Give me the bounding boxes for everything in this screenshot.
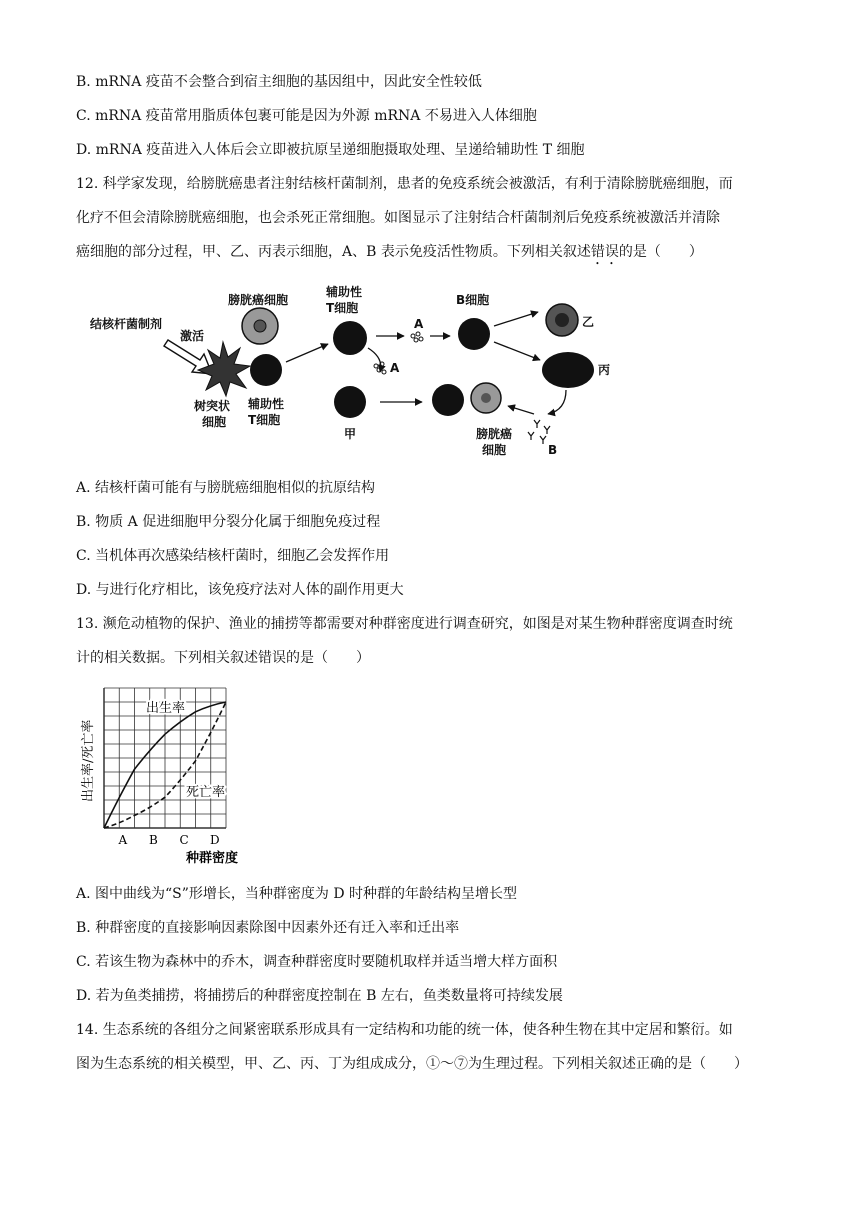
- x-tick-label: C: [179, 833, 189, 847]
- x-ticks: [118, 833, 220, 847]
- yi-label: 乙: [582, 315, 595, 329]
- arrow-6: [494, 342, 540, 360]
- arrow-8: [508, 406, 534, 414]
- helper-t2-label-2: T细胞: [326, 301, 359, 315]
- x-tick-label: D: [210, 833, 220, 847]
- cancer-cell-2-label-1: 膀胱癌: [476, 427, 513, 441]
- x-tick-label: B: [149, 833, 158, 847]
- cancer-cell-2-label-2: 细胞: [482, 443, 507, 457]
- q13-stem-line-1: 13. 濒危动植物的保护、渔业的捕捞等都需要对种群密度进行调查研究，如图是对某生物种群密度调查时统: [76, 616, 733, 632]
- arrow-5: [494, 312, 538, 326]
- substance-a-label-1: A: [414, 317, 424, 331]
- emphasis-word: 错误: [590, 244, 619, 260]
- death-rate-label: 死亡率: [186, 785, 226, 800]
- q14-stem-line-2: 图为生态系统的相关模型，甲、乙、丙、丁为组成成分，①～⑦为生理过程。下列相关叙述正确的是（ ）: [76, 1056, 748, 1072]
- dendritic-label-2: 细胞: [202, 415, 227, 429]
- antibodies-b: [528, 420, 550, 444]
- substance-a-dots-2: [374, 362, 386, 374]
- cell-bing: [542, 352, 594, 388]
- cytotoxic-t-cell: [432, 384, 464, 416]
- arrow-1: [286, 344, 328, 362]
- q13-option-a: A. 图中曲线为“S”形增长，当种群密度为 D 时种群的年龄结构呈增长型: [76, 886, 518, 902]
- q12-option-d: D. 与进行化疗相比，该免疫疗法对人体的副作用更大: [76, 582, 404, 598]
- activated-helper-t-cell: [333, 321, 367, 355]
- helper-t-cell: [250, 354, 282, 386]
- substance-a-dots-1: [411, 332, 423, 342]
- agent-label: 结核杆菌制剂: [90, 317, 163, 331]
- x-tick-label: A: [118, 833, 128, 847]
- q14-stem-line-1: 14. 生态系统的各组分之间紧密联系形成具有一定结构和功能的统一体，使各种生物在其中定居和繁衍。如: [76, 1022, 733, 1038]
- bing-label: 丙: [598, 363, 611, 377]
- helper-t-label-2: T细胞: [248, 413, 281, 427]
- q12-option-b: B. 物质 A 促进细胞甲分裂分化属于细胞免疫过程: [76, 514, 381, 530]
- substance-a-label-2: A: [390, 361, 400, 375]
- q12-stem-line-3: 癌细胞的部分过程，甲、乙、丙表示细胞，A、B 表示免疫活性物质。下列相关叙述错误的是（ ）: [76, 244, 703, 260]
- x-axis-label: 种群密度: [186, 851, 239, 866]
- b-cell-label: B细胞: [456, 293, 490, 307]
- dendritic-label-1: 树突状: [194, 399, 231, 413]
- birth-rate-label: 出生率: [146, 701, 186, 716]
- arrow-7: [548, 390, 566, 414]
- q11-option-c: C. mRNA 疫苗常用脂质体包裹可能是因为外源 mRNA 不易进入人体细胞: [76, 108, 537, 124]
- q13-stem-line-2: 计的相关数据。下列相关叙述错误的是（ ）: [76, 650, 370, 666]
- activate-label: 激活: [180, 329, 205, 343]
- helper-t-label-1: 辅助性: [248, 397, 285, 411]
- q12-stem-line-2: 化疗不但会清除膀胱癌细胞，也会杀死正常细胞。如图显示了注射结合杆菌制剂后免疫系统被激活并清除: [76, 210, 720, 226]
- q13-option-b: B. 种群密度的直接影响因素除图中因素外还有迁入率和迁出率: [76, 920, 460, 936]
- jia-label: 甲: [344, 427, 357, 441]
- q11-option-d: D. mRNA 疫苗进入人体后会立即被抗原呈递细胞摄取处理、呈递给辅助性 T 细胞: [76, 142, 585, 158]
- cancer-cell-label: 膀胱癌细胞: [228, 293, 289, 307]
- q12-option-c: C. 当机体再次感染结核杆菌时，细胞乙会发挥作用: [76, 548, 390, 564]
- helper-t2-label-1: 辅助性: [326, 285, 363, 299]
- cancer-cell: [242, 308, 278, 344]
- q13-option-d: D. 若为鱼类捕捞，将捕捞后的种群密度控制在 B 左右，鱼类数量将可持续发展: [76, 988, 563, 1004]
- cancer-cell-target: [471, 383, 501, 413]
- q12-stem-line-1: 12. 科学家发现，给膀胱癌患者注射结核杆菌制剂，患者的免疫系统会被激活，有利于清除膀胱癌细胞，而: [76, 176, 733, 192]
- substance-b-label: B: [548, 443, 558, 457]
- dendritic-cell: [198, 342, 250, 396]
- cell-jia: [334, 386, 366, 418]
- cell-yi: [546, 304, 578, 336]
- birth-death-rate-chart: [76, 682, 276, 870]
- q12-option-a: A. 结核杆菌可能有与膀胱癌细胞相似的抗原结构: [76, 480, 376, 496]
- immune-process-diagram: [88, 282, 628, 462]
- y-axis-label: 出生率/死亡率: [81, 719, 96, 802]
- b-cell: [458, 318, 490, 350]
- q13-option-c: C. 若该生物为森林中的乔木，调查种群密度时要随机取样并适当增大样方面积: [76, 954, 558, 970]
- q11-option-b: B. mRNA 疫苗不会整合到宿主细胞的基因组中，因此安全性较低: [76, 74, 482, 90]
